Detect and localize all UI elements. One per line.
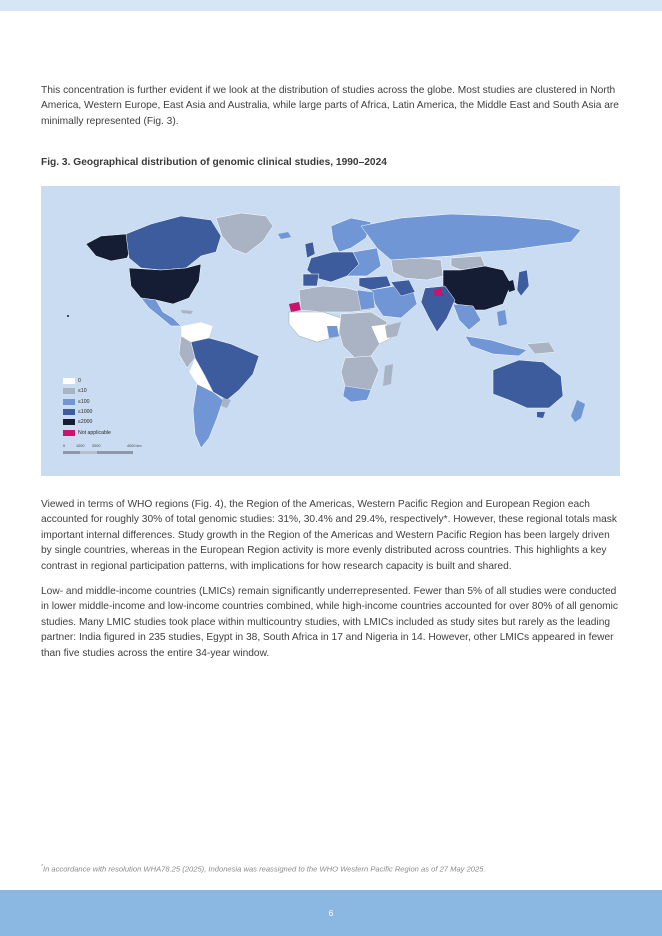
map-region-scandinavia (331, 218, 371, 252)
legend-swatch-not-applicable (63, 430, 75, 436)
scale-label: 0 (63, 444, 66, 448)
map-region-central-asia (391, 258, 443, 280)
legend-swatch-2000 (63, 419, 75, 425)
legend-swatch-0 (63, 378, 75, 384)
world-map-graphic (41, 186, 620, 476)
legend-swatch-10 (63, 388, 75, 394)
map-region-iberia (303, 274, 319, 286)
map-region-greenland (216, 213, 273, 254)
legend-item (63, 417, 111, 427)
map-region-new-zealand (571, 400, 585, 422)
map-region-australia (493, 360, 563, 408)
legend-label: ≤100 (78, 398, 90, 405)
map-region-alaska (86, 234, 133, 261)
legend-label: ≤10 (78, 388, 87, 395)
map-region-iceland (278, 232, 291, 239)
map-region-nigeria (327, 326, 339, 338)
map-region-russia (361, 214, 581, 260)
legend-label: Not applicable (78, 429, 111, 436)
map-region-indonesia (465, 336, 527, 356)
page-number: 6 (328, 908, 334, 918)
scale-label: 4000 km (127, 444, 142, 448)
legend-label: 0 (78, 378, 81, 385)
legend-label: ≤1000 (78, 409, 93, 416)
map-legend (63, 376, 111, 438)
legend-swatch-1000 (63, 409, 75, 415)
legend-item (63, 427, 111, 437)
map-region-horn-of-africa (385, 322, 401, 338)
footnote-text: In accordance with resolution WHA78.25 (2025), Indonesia was reassigned to the WHO Western Pacific Region as of 27 May 2025. (42, 864, 486, 874)
world-map (41, 186, 620, 476)
figure-title: Fig. 3. Geographical distribution of genomic clinical studies, 1990–2024 (41, 157, 387, 168)
scale-label: 1000 (76, 444, 85, 448)
lmics-paragraph: Low- and middle-income countries (LMICs) remain significantly underrepresented. Fewer than 5% of all studies were conducted in lower middle-income and low-income countries combined, while high-income countries accounted for over 80% of all genomic studies. Many LMIC studies took place within multicountry studies, with LMICs included as study sites but rarely as the leading partner: India figured in 235 studies, Egypt in 38, South Africa in 17 and Nigeria in 14. However, other LMICs appeared in fewer than five studies across the entire 34-year window. (41, 586, 619, 659)
legend-swatch-100 (63, 399, 75, 405)
intro-paragraph: This concentration is further evident if we look at the distribution of studies across the globe. Most studies are clustered in North America, Western Europe, East Asia and Australia, while large parts of Africa, Latin America, the Middle East and South Asia are minimally represented (Fig. 3). (41, 85, 619, 127)
map-region-philippines (497, 310, 507, 326)
scale-label: 2000 (92, 444, 101, 448)
legend-item (63, 397, 111, 407)
footnote (41, 864, 486, 874)
map-region-not-applicable-sahara (289, 302, 301, 312)
map-region-japan (517, 270, 529, 296)
map-region-png (527, 342, 555, 354)
regions-paragraph: Viewed in terms of WHO regions (Fig. 4), the Region of the Americas, Western Pacific Region and European Region each accounted for roughly 30% of total genomic studies: 31%, 30.4% and 29.4%, respectively*. However, these regional totals mask important internal differences. Study growth in the Region of the Americas and Western Pacific Region has been largely driven by single countries, whereas in the European Region activity is more evenly distributed across countries. This highlights a key contrast in regional participation patterns, with implications for how research capacity is built and shared. (41, 499, 617, 572)
legend-item (63, 386, 111, 396)
map-scale-bar (63, 444, 143, 458)
legend-item (63, 407, 111, 417)
map-region-uk (305, 242, 315, 258)
map-region-canada (126, 216, 221, 270)
scale-segment (63, 451, 80, 454)
footnote-marker: * (41, 864, 43, 870)
legend-label: ≤2000 (78, 419, 93, 426)
header-band (0, 0, 662, 11)
map-region-caribbean (181, 310, 193, 314)
scale-segment (80, 451, 97, 454)
map-region-madagascar (383, 364, 393, 386)
scale-segment (97, 451, 133, 454)
legend-item (63, 376, 111, 386)
map-region-hawaii (67, 315, 69, 317)
map-region-usa (129, 264, 201, 304)
footer-band (0, 890, 662, 936)
map-region-tasmania (537, 412, 545, 418)
